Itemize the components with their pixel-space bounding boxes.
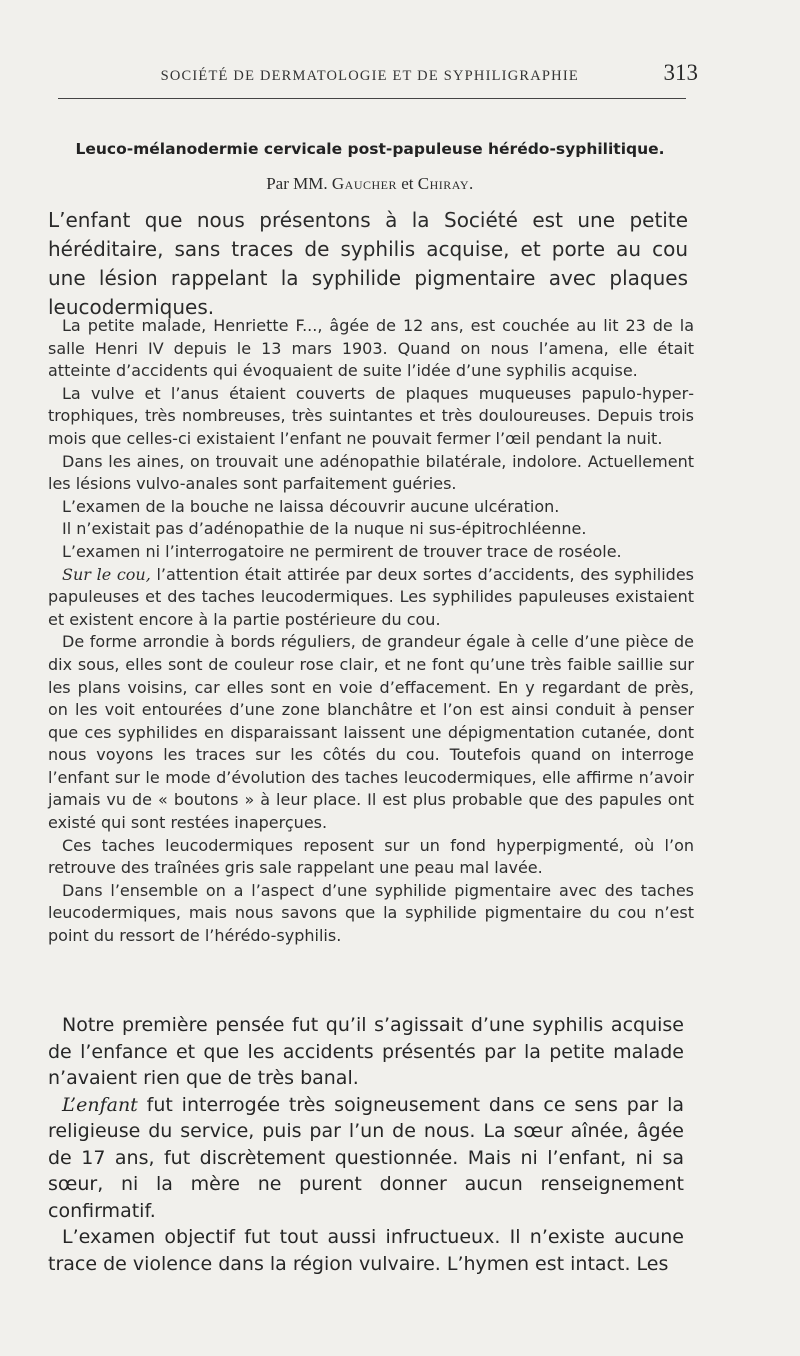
observation-paragraph: L’examen ni l’interrogatoire ne permirent de trouver trace de roséole.	[62, 541, 622, 561]
discussion-paragraph	[48, 1092, 684, 1225]
observation-paragraph: Ces taches leucodermiques reposent sur un fond hyperpigmenté, où l’on retrouve des traînées gris sale rappelant une peau mal lavée.	[48, 835, 694, 878]
observation-paragraph	[48, 564, 694, 632]
observation-paragraph: La vulve et l’anus étaient couverts de plaques muqueuses papulo-hypertrophiques, très nombreuses, très suintantes et très douloureuses. Depuis trois mois que celles-ci existaient l’enfant ne pouvait fermer l’œil pendant la nuit.	[48, 383, 694, 448]
discussion-paragraph: L’examen objectif fut tout aussi infructueux. Il n’existe aucune trace de violence dans la région vulvaire. L’hymen est intact. Les	[48, 1226, 684, 1275]
intro-paragraph: L’enfant que nous présentons à la Société est une petite héréditaire, sans traces de syphilis acquise, et porte au cou une lésion rappelant la syphilide pigmentaire avec plaques leucodermiques.	[48, 208, 688, 319]
discussion-paragraph: Notre première pensée fut qu’il s’agissait d’une syphilis acquise de l’enfance et que les accidents présentés par la petite malade n’avaient rien que de très banal.	[48, 1014, 684, 1089]
observation-paragraph: Dans l’ensemble on a l’aspect d’une syphilide pigmentaire avec des taches leucodermiques, mais nous savons que la syphilide pigmentaire du cou n’est point du ressort de l’hérédo-syphilis.	[48, 880, 694, 946]
header-rule	[58, 98, 686, 99]
paragraph-text: fut interrogée très soigneusement dans ce sens par la religieuse du service, puis par l’un de nous. La sœur aînée, âgée de 17 ans, fut discrètement questionnée. Mais ni l’enfant, ni sa sœur, ni la mère ne purent donner aucun renseignement confirmatif.	[48, 1093, 684, 1222]
observation-paragraph: La petite malade, Henriette F..., âgée de 12 ans, est couchée au lit 23 de la salle Henri IV depuis le 13 mars 1903. Quand on nous l’amena, elle était atteinte d’accidents qui évoquaient de suite l’idée d’une syphilis acquise.	[48, 316, 694, 381]
observation-paragraph: L’examen de la bouche ne laissa découvrir aucune ulcération.	[62, 496, 560, 516]
article-authors	[40, 174, 700, 194]
running-title: SOCIÉTÉ DE DERMATOLOGIE ET DE SYPHILIGRAPHIE	[160, 68, 579, 84]
author-gaucher: Gaucher	[331, 174, 397, 193]
observation-section	[48, 315, 694, 948]
running-header	[50, 60, 698, 90]
observation-paragraph: Dans les aines, on trouvait une adénopathie bilatérale, indolore. Actuellement les lésions vulvo-anales sont parfaitement guéries.	[48, 451, 694, 494]
article-title: Leuco-mélanodermie cervicale post-papuleuse hérédo-syphilitique.	[75, 140, 665, 158]
emphasis-text: Sur le cou,	[62, 564, 151, 584]
observation-paragraph: Il n’existait pas d’adénopathie de la nuque ni sus-épitrochléenne.	[62, 519, 587, 539]
authors-prefix: Par MM.	[266, 174, 328, 193]
discussion-section	[48, 1012, 684, 1277]
page-number: 313	[663, 60, 698, 85]
authors-and: et	[401, 174, 414, 193]
observation-paragraph: De forme arrondie à bords réguliers, de grandeur égale à celle d’une pièce de dix sous, elles sont de couleur rose clair, et ne font qu’une très faible saillie sur les plans voisins, car elles sont en voie d’effacement. En y regardant de près, on les voit entourées d’une zone blanchâtre et l’on est ainsi conduit à penser que ces syphilides en disparaissant laissent une dépigmentation cutanée, dont nous voyons les traces sur les côtés du cou. Toutefois quand on interroge l’enfant sur le mode d’évolution des taches leucodermiques, elle affirme n’avoir jamais vu de « boutons » à leur place. Il est plus probable que des papules ont existé qui sont restées inaperçues.	[48, 632, 694, 833]
author-chiray: Chiray.	[417, 174, 474, 193]
paragraph-text: l’attention était attirée par deux sortes d’accidents, des syphilides papuleuses et des taches leucodermiques. Les syphilides papuleuses existaient et existent encore à la partie postérieure du cou.	[48, 564, 694, 629]
emphasis-text: L’enfant	[62, 1093, 138, 1116]
